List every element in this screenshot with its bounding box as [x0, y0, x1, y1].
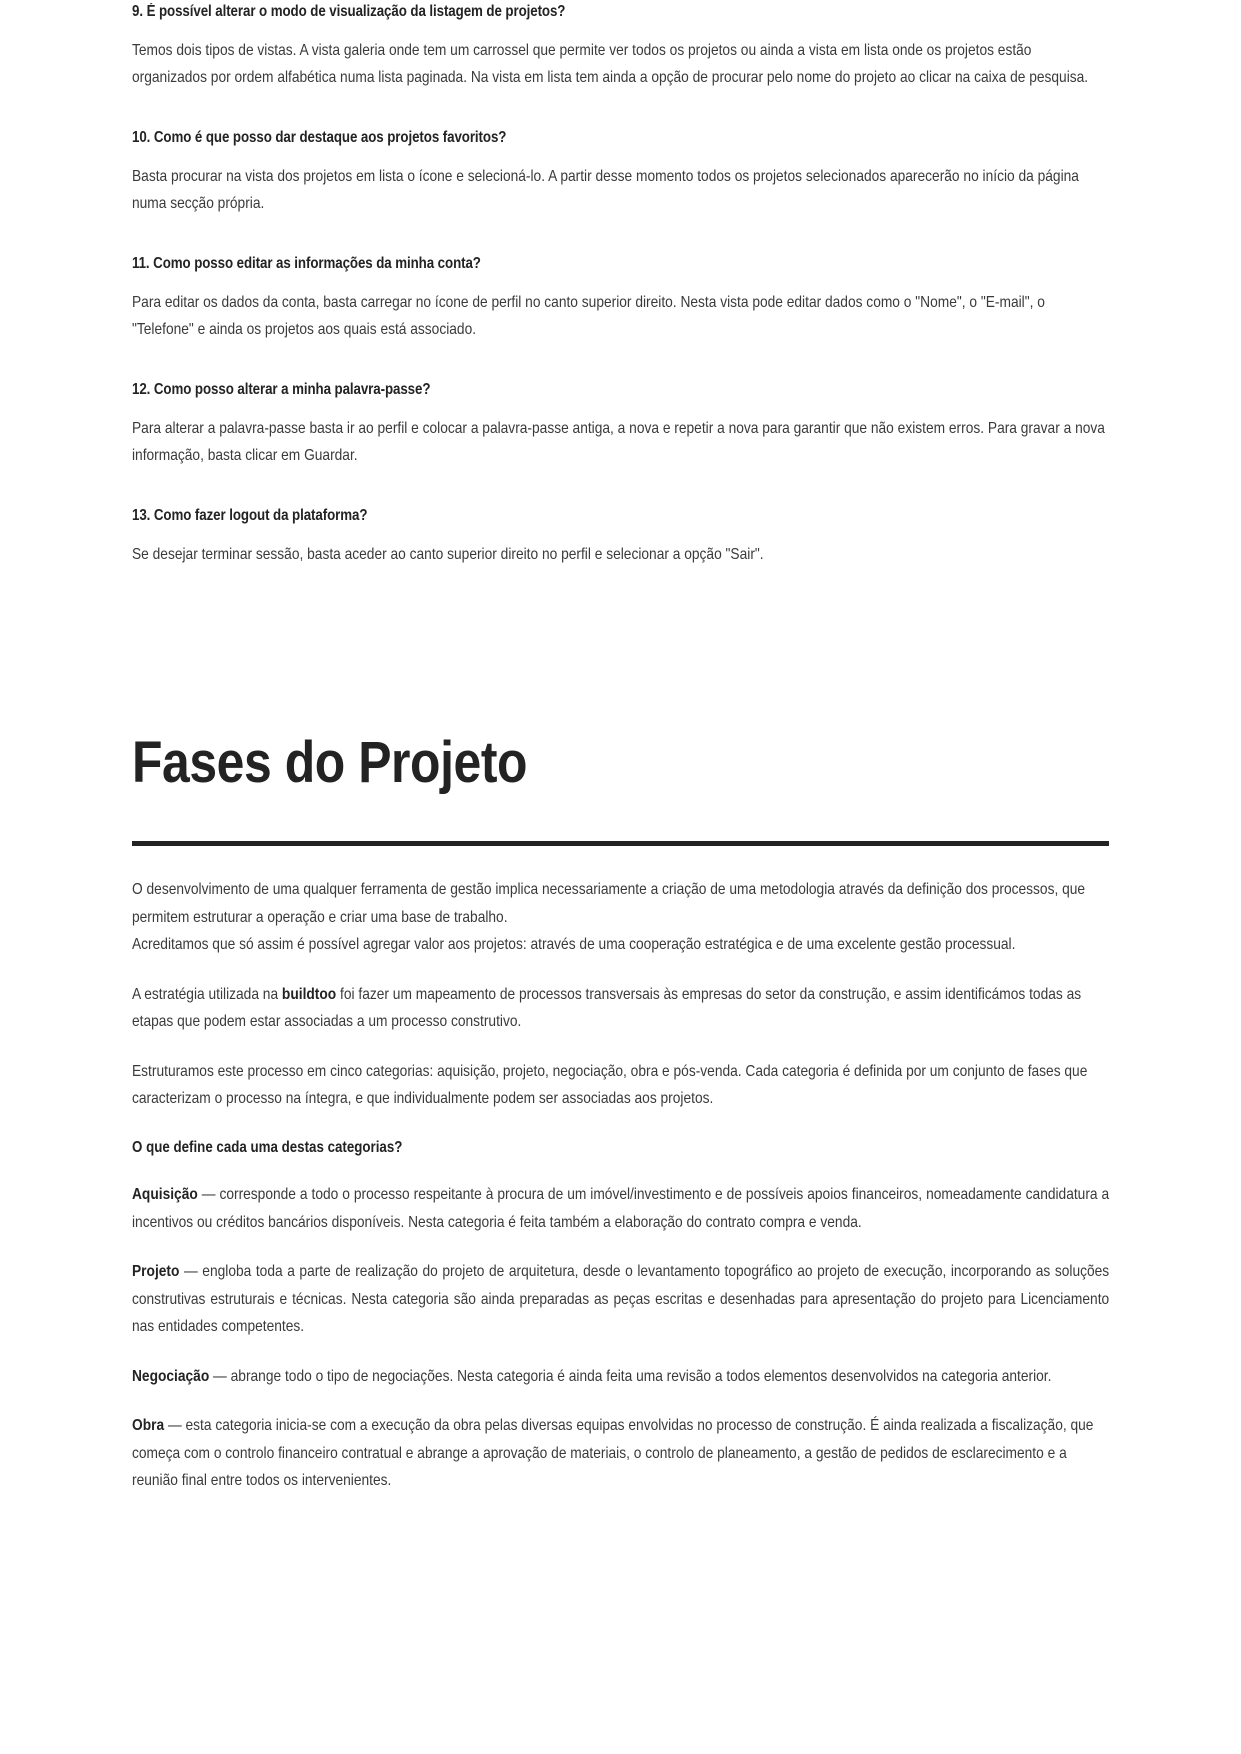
strategy-after-brand: foi fazer um mapeamento de processos transversais às empresas do setor da construção, e assim identificámos todas as etapas que podem estar associadas a um processo construtivo.: [132, 985, 1082, 1031]
category-projeto-description: engloba toda a parte de realização do projeto de arquitetura, desde o levantamento topográfico ao projeto de execução, incorporando as soluções construtivas estruturais e técnicas. Nesta categoria são ainda preparadas as peças escritas e desenhadas para apresentação do projeto para Licenciamento nas entidades competentes.: [132, 1263, 1110, 1336]
faq-item-12: [132, 380, 1109, 470]
spacer: [132, 344, 1109, 380]
spacer: [132, 275, 1109, 289]
faq-answer-12: [132, 415, 1109, 470]
faq-answer-11-text: Para editar os dados da conta, basta carregar no ícone de perfil no canto superior direito. Nesta vista pode editar dados como o "Nome", o "E-mail", o "Telefone" e ainda os projetos aos quais está associado.: [132, 293, 1045, 339]
spacer: [132, 1236, 1109, 1258]
category-projeto-text: [132, 1258, 1109, 1341]
faq-answer-9: [132, 37, 1109, 92]
strategy-paragraph: [132, 981, 1109, 1036]
category-obra: [132, 1412, 1109, 1495]
intro-paragraph-1: [132, 876, 1109, 931]
category-aquisicao-name: Aquisição: [132, 1186, 198, 1204]
category-aquisicao-text: [132, 1181, 1109, 1236]
category-obra-text: [132, 1412, 1109, 1495]
category-aquisicao: [132, 1181, 1109, 1236]
faq-item-11: [132, 254, 1109, 344]
structure-paragraph-text: Estruturamos este processo em cinco categorias: aquisição, projeto, negociação, obra e pós-venda. Cada categoria é definida por um conjunto de fases que caracterizam o processo na íntegra, e que individualmente podem ser associadas aos projetos.: [132, 1062, 1088, 1108]
category-obra-name: Obra: [132, 1417, 165, 1435]
faq-answer-13-text: Se desejar terminar sessão, basta aceder ao canto superior direito no perfil e selecionar a opção "Sair".: [132, 545, 764, 563]
faq-question-12: [132, 380, 1109, 401]
category-projeto-dash: —: [179, 1263, 203, 1281]
intro-paragraph-2: [132, 931, 1109, 959]
spacer: [132, 1036, 1109, 1058]
spacer: [132, 1390, 1109, 1412]
spacer: [132, 1113, 1109, 1137]
spacer: [132, 401, 1109, 415]
faq-question-10-text: 10. Como é que posso dar destaque aos projetos favoritos?: [132, 128, 507, 146]
page-title: [132, 730, 1109, 796]
faq-question-13: [132, 506, 1109, 527]
category-negociacao-dash: —: [209, 1367, 231, 1385]
spacer: [132, 92, 1109, 128]
faq-answer-9-text: Temos dois tipos de vistas. A vista galeria onde tem um carrossel que permite ver todos os projetos ou ainda a vista em lista onde os projetos estão organizados por ordem alfabética numa lista paginada. Na vista em lista tem ainda a opção de procurar pelo nome do projeto ao clicar na caixa de pesquisa.: [132, 41, 1089, 87]
faq-answer-11: [132, 289, 1109, 344]
faq-item-9: [132, 0, 1109, 92]
spacer: [132, 527, 1109, 541]
category-obra-description: esta categoria inicia-se com a execução da obra pelas diversas equipas envolvidas no processo de construção. É ainda realizada a fiscalização, que começa com o controlo financeiro contratual e abrange a aprovação de materiais, o controlo de planeamento, a gestão de pedidos de esclarecimento e a reunião final entre todos os intervenientes.: [132, 1417, 1094, 1490]
spacer: [132, 1159, 1109, 1181]
faq-answer-10: [132, 163, 1109, 218]
categories-question: [132, 1137, 1109, 1159]
intro-paragraph-1-text: O desenvolvimento de uma qualquer ferramenta de gestão implica necessariamente a criação de uma metodologia através da definição dos processos, que permitem estruturar a operação e criar uma base de trabalho.: [132, 881, 1086, 926]
faq-question-9: [132, 2, 1109, 23]
structure-paragraph: [132, 1058, 1109, 1113]
brand-name: buildtoo: [281, 985, 337, 1003]
spacer: [132, 959, 1109, 981]
faq-question-9-text: 9. É possível alterar o modo de visualização da listagem de projetos?: [132, 3, 566, 20]
spacer-large: [132, 568, 1109, 733]
spacer: [132, 149, 1109, 163]
page-title-text: Fases do Projeto: [132, 730, 528, 796]
strategy-before-brand: A estratégia utilizada na: [132, 985, 282, 1003]
faq-answer-10-text: Basta procurar na vista dos projetos em lista o ícone e selecioná-lo. A partir desse momento todos os projetos selecionados aparecerão no início da página numa secção própria.: [132, 167, 1079, 213]
category-projeto: [132, 1258, 1109, 1341]
faq-question-13-text: 13. Como fazer logout da plataforma?: [132, 506, 368, 524]
category-aquisicao-dash: —: [197, 1186, 220, 1204]
category-obra-dash: —: [164, 1417, 186, 1435]
category-negociacao-name: Negociação: [132, 1367, 210, 1385]
faq-question-11-text: 11. Como posso editar as informações da minha conta?: [132, 254, 481, 272]
faq-answer-13: [132, 541, 1109, 569]
spacer: [132, 1341, 1109, 1363]
strategy-paragraph-text: [132, 981, 1109, 1036]
intro-paragraph-2-text: Acreditamos que só assim é possível agregar valor aos projetos: através de uma cooperação estratégica e de uma excelente gestão processual.: [132, 936, 1016, 954]
faq-item-10: [132, 128, 1109, 218]
faq-question-10: [132, 128, 1109, 149]
faq-question-12-text: 12. Como posso alterar a minha palavra-passe?: [132, 380, 431, 398]
spacer: [132, 218, 1109, 254]
category-negociacao: [132, 1363, 1109, 1391]
categories-question-text: O que define cada uma destas categorias?: [132, 1138, 403, 1156]
faq-item-13: [132, 506, 1109, 568]
category-projeto-name: Projeto: [132, 1263, 180, 1281]
category-negociacao-description: abrange todo o tipo de negociações. Nesta categoria é ainda feita uma revisão a todos elementos desenvolvidos na categoria anterior.: [230, 1367, 1052, 1385]
phases-section: [132, 730, 1110, 1495]
faq-question-11: [132, 254, 1109, 275]
category-aquisicao-description: corresponde a todo o processo respeitante à procura de um imóvel/investimento e de possíveis apoios financeiros, nomeadamente candidatura a incentivos ou créditos bancários disponíveis. Nesta categoria é feita também a elaboração do contrato compra e venda.: [132, 1186, 1110, 1231]
spacer: [132, 470, 1109, 506]
phases-intro: [132, 846, 1109, 959]
faq-answer-12-text: Para alterar a palavra-passe basta ir ao perfil e colocar a palavra-passe antiga, a nova e repetir a nova para garantir que não existem erros. Para gravar a nova informação, basta clicar em Guardar.: [132, 419, 1105, 465]
spacer: [132, 23, 1109, 37]
category-negociacao-text: [132, 1363, 1109, 1391]
